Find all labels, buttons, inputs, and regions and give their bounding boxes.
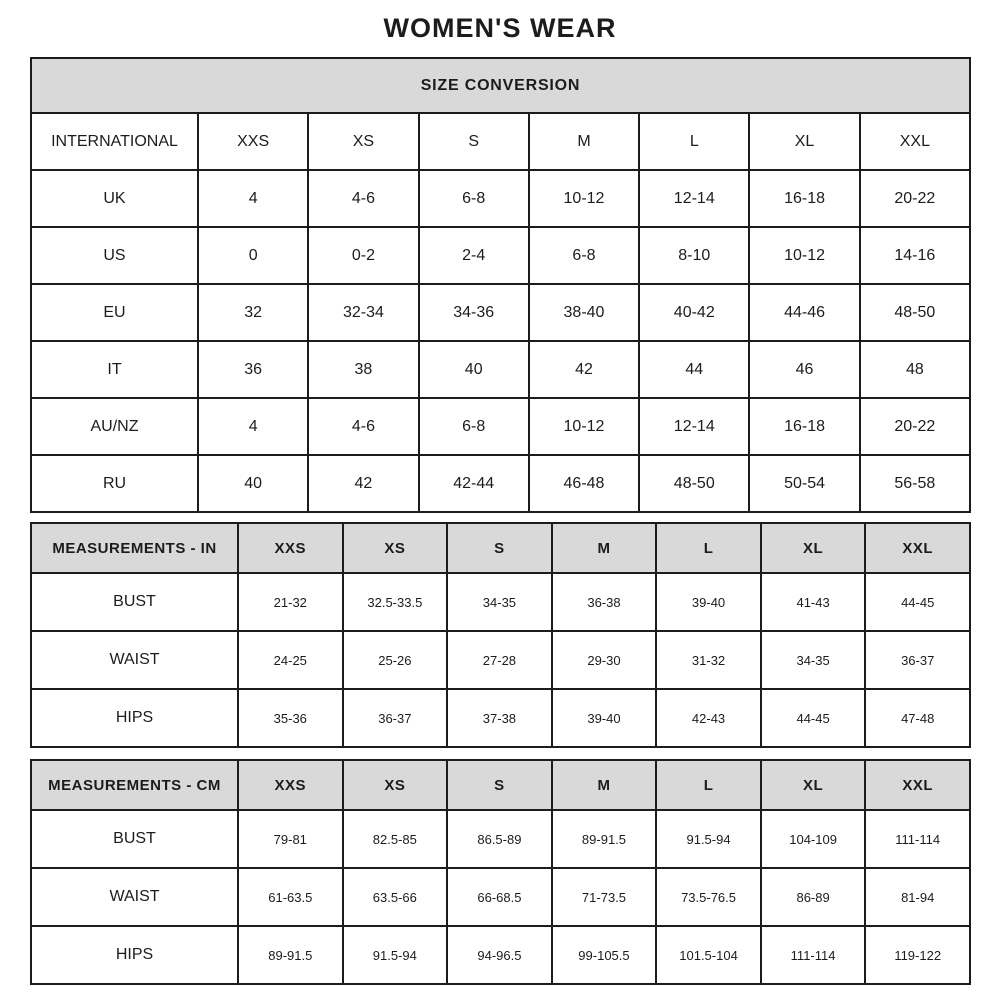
size-value-cell: 111-114 (761, 926, 866, 984)
size-value-cell: 29-30 (552, 631, 657, 689)
size-column-header: XL (749, 113, 859, 170)
size-value-cell: 14-16 (860, 227, 970, 284)
size-value-cell: 38 (308, 341, 418, 398)
size-value-cell: 34-35 (447, 573, 552, 631)
size-value-cell: 0-2 (308, 227, 418, 284)
size-conversion-banner: SIZE CONVERSION (31, 58, 970, 113)
size-column-header: XXS (198, 113, 308, 170)
size-column-header: XXL (865, 760, 970, 810)
size-value-cell: 56-58 (860, 455, 970, 512)
size-value-cell: 4-6 (308, 170, 418, 227)
size-value-cell: 10-12 (529, 398, 639, 455)
size-value-cell: 50-54 (749, 455, 859, 512)
row-label: UK (31, 170, 198, 227)
size-value-cell: 111-114 (865, 810, 970, 868)
table-row (31, 689, 970, 747)
size-column-header: S (447, 523, 552, 573)
size-column-header: XXL (865, 523, 970, 573)
size-value-cell: 63.5-66 (343, 868, 448, 926)
size-value-cell: 36-38 (552, 573, 657, 631)
size-value-cell: 25-26 (343, 631, 448, 689)
size-value-cell: 12-14 (639, 170, 749, 227)
size-value-cell: 37-38 (447, 689, 552, 747)
size-value-cell: 79-81 (238, 810, 343, 868)
size-value-cell: 20-22 (860, 170, 970, 227)
row-label: WAIST (31, 868, 238, 926)
size-column-header: XXL (860, 113, 970, 170)
size-conversion-table (30, 57, 971, 513)
size-value-cell: 91.5-94 (656, 810, 761, 868)
table-row (31, 284, 970, 341)
table-row (31, 455, 970, 512)
size-column-header: M (529, 113, 639, 170)
size-value-cell: 101.5-104 (656, 926, 761, 984)
size-value-cell: 71-73.5 (552, 868, 657, 926)
size-conversion-body (31, 170, 970, 512)
size-value-cell: 6-8 (419, 398, 529, 455)
row-label: BUST (31, 573, 238, 631)
size-value-cell: 6-8 (419, 170, 529, 227)
size-value-cell: 32 (198, 284, 308, 341)
size-value-cell: 24-25 (238, 631, 343, 689)
size-value-cell: 86.5-89 (447, 810, 552, 868)
column-header-label: INTERNATIONAL (31, 113, 198, 170)
column-header-label: MEASUREMENTS - CM (31, 760, 238, 810)
size-value-cell: 12-14 (639, 398, 749, 455)
size-value-cell: 31-32 (656, 631, 761, 689)
size-value-cell: 44-46 (749, 284, 859, 341)
row-label: HIPS (31, 926, 238, 984)
size-value-cell: 35-36 (238, 689, 343, 747)
table-row (31, 227, 970, 284)
size-value-cell: 21-32 (238, 573, 343, 631)
size-value-cell: 16-18 (749, 398, 859, 455)
size-value-cell: 39-40 (656, 573, 761, 631)
size-value-cell: 94-96.5 (447, 926, 552, 984)
size-value-cell: 104-109 (761, 810, 866, 868)
size-value-cell: 47-48 (865, 689, 970, 747)
size-value-cell: 2-4 (419, 227, 529, 284)
size-column-header: XXS (238, 523, 343, 573)
table-row (31, 398, 970, 455)
size-value-cell: 40-42 (639, 284, 749, 341)
size-value-cell: 4-6 (308, 398, 418, 455)
measurements-in-header-row (31, 523, 970, 573)
size-column-header: XXS (238, 760, 343, 810)
size-value-cell: 36-37 (343, 689, 448, 747)
size-column-header: XL (761, 523, 866, 573)
size-value-cell: 32-34 (308, 284, 418, 341)
size-value-cell: 82.5-85 (343, 810, 448, 868)
size-conversion-columns-row (31, 113, 970, 170)
page-title: WOMEN'S WEAR (383, 13, 617, 43)
size-column-header: XS (343, 760, 448, 810)
measurements-cm-header-row (31, 760, 970, 810)
size-value-cell: 46 (749, 341, 859, 398)
size-value-cell: 42-43 (656, 689, 761, 747)
size-value-cell: 44-45 (761, 689, 866, 747)
row-label: RU (31, 455, 198, 512)
size-value-cell: 20-22 (860, 398, 970, 455)
size-column-header: XS (343, 523, 448, 573)
row-label: US (31, 227, 198, 284)
table-row (31, 170, 970, 227)
size-column-header: XS (308, 113, 418, 170)
size-value-cell: 16-18 (749, 170, 859, 227)
size-value-cell: 86-89 (761, 868, 866, 926)
size-value-cell: 44-45 (865, 573, 970, 631)
table-row (31, 573, 970, 631)
size-column-header: L (656, 760, 761, 810)
size-value-cell: 46-48 (529, 455, 639, 512)
row-label: BUST (31, 810, 238, 868)
size-value-cell: 38-40 (529, 284, 639, 341)
size-value-cell: 40 (419, 341, 529, 398)
size-value-cell: 42 (529, 341, 639, 398)
measurements-in-table (30, 522, 971, 748)
size-value-cell: 36-37 (865, 631, 970, 689)
row-label: IT (31, 341, 198, 398)
size-value-cell: 4 (198, 398, 308, 455)
size-value-cell: 89-91.5 (552, 810, 657, 868)
size-value-cell: 40 (198, 455, 308, 512)
size-value-cell: 42-44 (419, 455, 529, 512)
size-value-cell: 48 (860, 341, 970, 398)
size-value-cell: 0 (198, 227, 308, 284)
size-value-cell: 48-50 (860, 284, 970, 341)
size-column-header: L (656, 523, 761, 573)
size-value-cell: 27-28 (447, 631, 552, 689)
table-row (31, 926, 970, 984)
size-value-cell: 10-12 (529, 170, 639, 227)
size-column-header: M (552, 523, 657, 573)
size-value-cell: 119-122 (865, 926, 970, 984)
size-column-header: XL (761, 760, 866, 810)
size-value-cell: 73.5-76.5 (656, 868, 761, 926)
size-value-cell: 39-40 (552, 689, 657, 747)
size-column-header: L (639, 113, 749, 170)
size-column-header: M (552, 760, 657, 810)
table-row (31, 631, 970, 689)
measurements-cm-body (31, 810, 970, 984)
size-column-header: S (447, 760, 552, 810)
measurements-in-body (31, 573, 970, 747)
size-value-cell: 36 (198, 341, 308, 398)
row-label: WAIST (31, 631, 238, 689)
size-value-cell: 66-68.5 (447, 868, 552, 926)
size-value-cell: 34-36 (419, 284, 529, 341)
size-value-cell: 89-91.5 (238, 926, 343, 984)
measurements-cm-table (30, 759, 971, 985)
size-value-cell: 32.5-33.5 (343, 573, 448, 631)
size-value-cell: 34-35 (761, 631, 866, 689)
column-header-label: MEASUREMENTS - IN (31, 523, 238, 573)
size-value-cell: 91.5-94 (343, 926, 448, 984)
size-value-cell: 42 (308, 455, 418, 512)
table-row (31, 868, 970, 926)
row-label: HIPS (31, 689, 238, 747)
table-row (31, 341, 970, 398)
size-conversion-banner-row (31, 58, 970, 113)
size-value-cell: 81-94 (865, 868, 970, 926)
table-row (31, 810, 970, 868)
size-value-cell: 41-43 (761, 573, 866, 631)
size-value-cell: 61-63.5 (238, 868, 343, 926)
size-value-cell: 44 (639, 341, 749, 398)
row-label: AU/NZ (31, 398, 198, 455)
size-value-cell: 48-50 (639, 455, 749, 512)
row-label: EU (31, 284, 198, 341)
size-column-header: S (419, 113, 529, 170)
size-value-cell: 10-12 (749, 227, 859, 284)
size-value-cell: 8-10 (639, 227, 749, 284)
size-value-cell: 99-105.5 (552, 926, 657, 984)
size-value-cell: 6-8 (529, 227, 639, 284)
size-value-cell: 4 (198, 170, 308, 227)
